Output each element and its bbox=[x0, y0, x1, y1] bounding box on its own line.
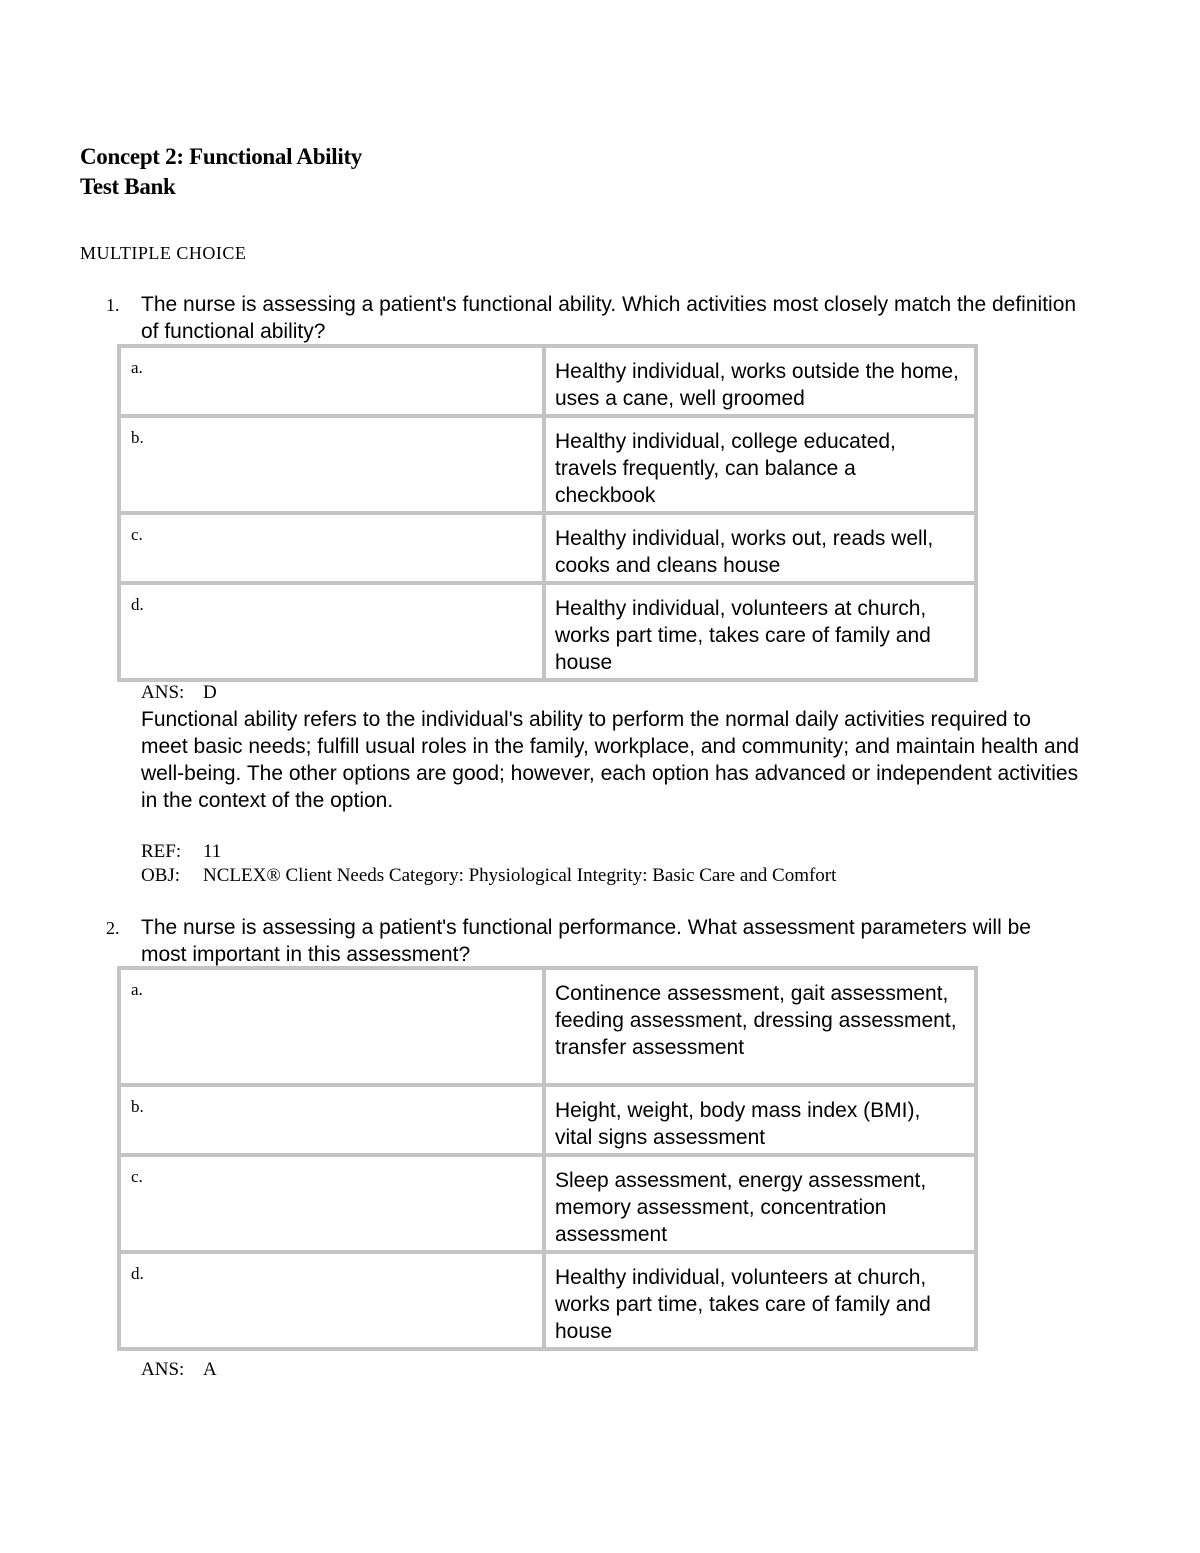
section-heading: MULTIPLE CHOICE bbox=[80, 243, 247, 263]
option-text: Healthy individual, volunteers at church, works part time, takes care of family and house bbox=[544, 583, 976, 680]
option-letter: c. bbox=[119, 513, 544, 583]
question-1-text: The nurse is assessing a patient's functional ability. Which activities most closely match the definition of functional ability? bbox=[141, 293, 1077, 343]
option-letter: d. bbox=[119, 583, 544, 680]
option-text: Healthy individual, college educated, travels frequently, can balance a checkbook bbox=[544, 416, 976, 513]
option-row bbox=[119, 583, 976, 680]
question-1-obj bbox=[141, 865, 836, 887]
option-row bbox=[119, 1252, 976, 1349]
answer-value: A bbox=[203, 1359, 217, 1380]
question-1-number: 1. bbox=[106, 295, 120, 315]
obj-value: NCLEX® Client Needs Category: Physiological Integrity: Basic Care and Comfort bbox=[203, 865, 837, 886]
option-row bbox=[119, 968, 976, 1085]
option-letter: a. bbox=[119, 346, 544, 416]
option-letter: b. bbox=[119, 1085, 544, 1155]
option-text: Continence assessment, gait assessment, feeding assessment, dressing assessment, transfer assessment bbox=[544, 968, 976, 1085]
question-2-text: The nurse is assessing a patient's functional performance. What assessment parameters will be most important in this assessment? bbox=[141, 916, 1031, 966]
answer-label: ANS: bbox=[141, 1359, 185, 1380]
answer-label: ANS: bbox=[141, 682, 185, 703]
option-row bbox=[119, 416, 976, 513]
option-letter: b. bbox=[119, 416, 544, 513]
question-1-ref bbox=[141, 841, 221, 863]
option-row bbox=[119, 1155, 976, 1252]
obj-label: OBJ: bbox=[141, 865, 181, 886]
ref-label: REF: bbox=[141, 841, 182, 862]
option-text: Sleep assessment, energy assessment, memory assessment, concentration assessment bbox=[544, 1155, 976, 1252]
option-letter: d. bbox=[119, 1252, 544, 1349]
option-text: Healthy individual, works outside the home, uses a cane, well groomed bbox=[544, 346, 976, 416]
answer-value: D bbox=[203, 682, 217, 703]
option-row bbox=[119, 513, 976, 583]
option-letter: c. bbox=[119, 1155, 544, 1252]
document-subtitle: Test Bank bbox=[80, 174, 176, 199]
option-letter: a. bbox=[119, 968, 544, 1085]
question-2-answer bbox=[141, 1359, 217, 1381]
question-1-options bbox=[117, 344, 978, 682]
ref-value: 11 bbox=[203, 841, 222, 862]
option-row bbox=[119, 1085, 976, 1155]
question-2-options bbox=[117, 966, 978, 1351]
question-1-rationale: Functional ability refers to the individual's ability to perform the normal daily activities required to meet basic needs; fulfill usual roles in the family, workplace, and community; and maintain health and well-being. The other options are good; however, each option has advanced or independent activities in the context of the option. bbox=[141, 708, 1080, 812]
option-row bbox=[119, 346, 976, 416]
question-1-answer bbox=[141, 682, 217, 704]
option-text: Healthy individual, volunteers at church, works part time, takes care of family and house bbox=[544, 1252, 976, 1349]
option-text: Height, weight, body mass index (BMI), vital signs assessment bbox=[544, 1085, 976, 1155]
question-2-number: 2. bbox=[106, 918, 120, 938]
option-text: Healthy individual, works out, reads well, cooks and cleans house bbox=[544, 513, 976, 583]
document-title: Concept 2: Functional Ability bbox=[80, 144, 363, 169]
